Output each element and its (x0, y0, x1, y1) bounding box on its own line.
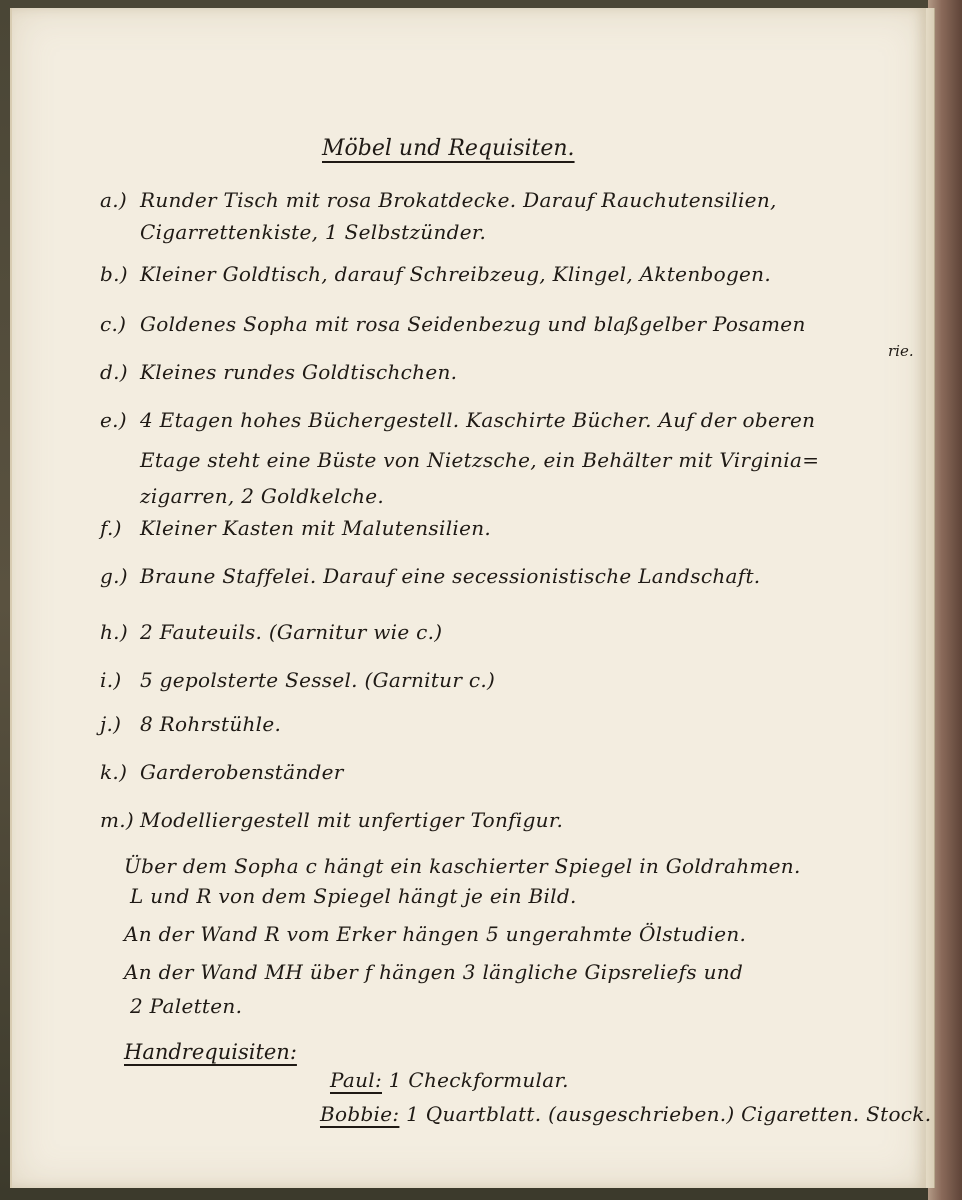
item-key: h.) (100, 620, 128, 644)
stage-note: An der Wand MH über f hängen 3 längliche Gipsreliefs und (124, 960, 744, 984)
prop-list: 1 Checkformular. (388, 1068, 569, 1092)
item-key: k.) (100, 760, 128, 784)
list-item-a (100, 188, 777, 212)
item-text: Modelliergestell mit unfertiger Tonfigur. (140, 808, 564, 832)
list-item-e-cont: zigarren, 2 Goldkelche. (140, 484, 385, 508)
hand-props-entry (330, 1068, 569, 1092)
item-text: Kleiner Goldtisch, darauf Schreibzeug, Klingel, Aktenbogen. (140, 262, 772, 286)
list-item-h (100, 620, 442, 644)
item-text: 8 Rohrstühle. (140, 712, 282, 736)
speaker-name: Paul: (330, 1068, 382, 1092)
item-text: 5 gepolsterte Sessel. (Garnitur c.) (140, 668, 496, 692)
item-key: b.) (100, 262, 128, 286)
stage-note: 2 Paletten. (130, 994, 243, 1018)
list-item-f (100, 516, 491, 540)
list-item-e-cont: Etage steht eine Büste von Nietzsche, ein Behälter mit Virginia= (140, 448, 820, 472)
item-text: 2 Fauteuils. (Garnitur wie c.) (140, 620, 443, 644)
item-text: Kleiner Kasten mit Malutensilien. (140, 516, 492, 540)
list-item-m (100, 808, 563, 832)
item-key: e.) (100, 408, 127, 432)
item-text: Goldenes Sopha mit rosa Seidenbezug und blaßgelber Posamen (140, 312, 806, 336)
prop-list: 1 Quartblatt. (ausgeschrieben.) Cigaretten. Stock. (406, 1102, 932, 1126)
item-text: Runder Tisch mit rosa Brokatdecke. Darauf Rauchutensilien, (140, 188, 777, 212)
item-text: Kleines rundes Goldtischchen. (140, 360, 458, 384)
list-item-c-suffix: rie. (888, 342, 914, 360)
item-key: j.) (100, 712, 122, 736)
stage-note: Über dem Sopha c hängt ein kaschierter Spiegel in Goldrahmen. (124, 854, 801, 878)
item-key: g.) (100, 564, 128, 588)
list-item-k (100, 760, 344, 784)
item-text: Garderobenständer (140, 760, 344, 784)
item-key: d.) (100, 360, 128, 384)
list-item-i (100, 668, 495, 692)
item-key: c.) (100, 312, 127, 336)
item-text: Braune Staffelei. Darauf eine secessionistische Landschaft. (140, 564, 761, 588)
list-item-b (100, 262, 771, 286)
list-item-g (100, 564, 760, 588)
list-item-j (100, 712, 281, 736)
speaker-name: Bobbie: (320, 1102, 400, 1126)
list-item-d (100, 360, 457, 384)
list-item-e (100, 408, 815, 432)
list-item-c (100, 312, 806, 336)
item-key: a.) (100, 188, 127, 212)
item-key: m.) (100, 808, 135, 832)
item-key: i.) (100, 668, 122, 692)
item-text: 4 Etagen hohes Büchergestell. Kaschirte Bücher. Auf der oberen (140, 408, 816, 432)
page-title: Möbel und Requisiten. (322, 136, 575, 161)
item-key: f.) (100, 516, 122, 540)
hand-props-heading: Handrequisiten: (124, 1040, 297, 1064)
manuscript-page (10, 8, 932, 1188)
stage-note: L und R von dem Spiegel hängt je ein Bild. (130, 884, 577, 908)
stage-note: An der Wand R vom Erker hängen 5 ungerahmte Ölstudien. (124, 922, 747, 946)
list-item-a-cont: Cigarrettenkiste, 1 Selbstzünder. (140, 220, 487, 244)
hand-props-entry (320, 1102, 931, 1126)
